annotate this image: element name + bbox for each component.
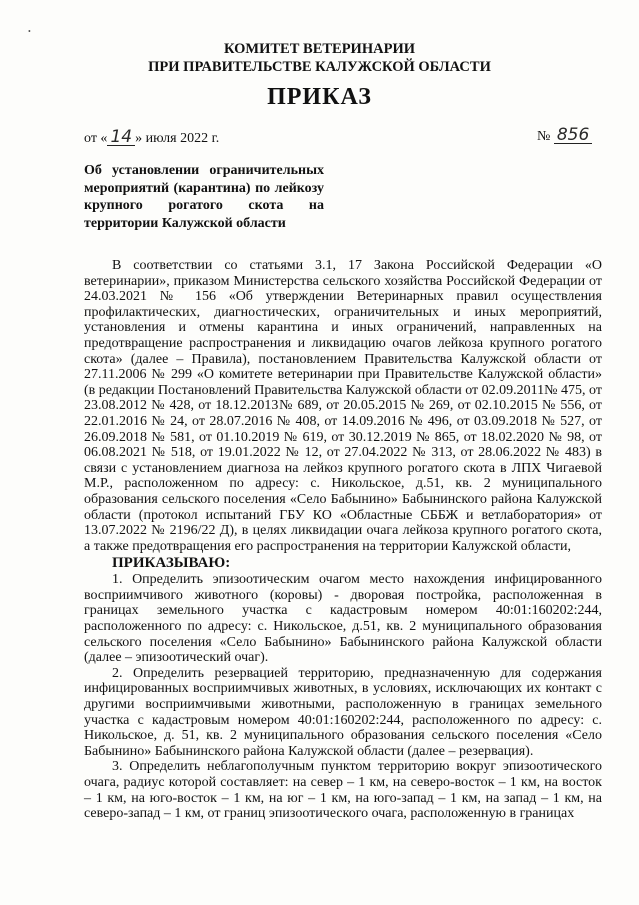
document-subject: Об установлении ограничительных мероприятий (карантина) по лейкозу крупного рогатого скота на территории Калужской области	[84, 163, 324, 231]
preamble-paragraph: В соответствии со статьями 3.1, 17 Закона Российской Федерации «О ветеринарии», приказом Министерства сельского хозяйства Российской Федерации от 24.03.2021 № 156 «Об утверждении Ветеринарных правил осуществления профилактических, диагностических, ограничительных и иных мероприятий, установления и отмены карантина и иных ограничений, направленных на предотвращение распространения и ликвидацию очагов лейкоза крупного рогатого скота» (далее – Правила), постановлением Правительства Калужской области от 27.11.2006 № 299 «О комитете ветеринарии при Правительстве Калужской области» (в редакции Постановлений Правительства Калужской области от 02.09.2011№ 475, от 23.08.2012 № 428, от 18.12.2013№ 689, от 20.05.2015 № 269, от 02.10.2015 № 556, от 22.01.2016 № 24, от 28.07.2016 № 408, от 14.09.2016 № 496, от 03.09.2018 № 527, от 26.09.2018 № 581, от 01.10.2019 № 619, от 30.12.2019 № 865, от 18.02.2020 № 98, от 06.08.2021 № 518, от 19.01.2022 № 12, от 27.04.2022 № 313, от 28.06.2022 № 483) в связи с установлением диагноза на лейкоз крупного рогатого скота в ЛПХ Чигаевой М.Р., расположенном по адресу: с. Никольское, д.51, кв. 2 муниципального образования сельского поселения «Село Бабынино» Бабынинского района Калужской области (протокол испытаний ГБУ КО «Областные СББЖ и ветлаборатория» от 13.07.2022 № 2196/22 Д), в целях ликвидации очага лейкоза крупного рогатого скота, а также предотвращения его распространения на территории Калужской области,	[84, 258, 602, 554]
date-suffix: » июля 2022 г.	[135, 131, 220, 146]
number-sign: №	[537, 129, 551, 144]
document-number	[537, 125, 592, 145]
number-handwritten: 856	[554, 128, 592, 144]
document-title: ПРИКАЗ	[267, 84, 372, 110]
order-item-3: 3. Определить неблагополучным пунктом территорию вокруг эпизоотического очага, радиус которой составляет: на север – 1 км, на северо-восток – 1 км, на восток – 1 км, на юго-восток – 1 км, на юг – 1 км, на юго-запад – 1 км, на запад – 1 км, на северо-запад – 1 км, от границ эпизоотического очага, расположенную в границах	[84, 759, 602, 822]
document-body	[84, 258, 602, 822]
header-line-2: ПРИ ПРАВИТЕЛЬСТВЕ КАЛУЖСКОЙ ОБЛАСТИ	[148, 59, 491, 75]
scan-speck: •	[28, 27, 31, 36]
order-word: ПРИКАЗЫВАЮ:	[112, 555, 231, 572]
order-item-2: 2. Определить резервацией территорию, предназначенную для содержания инфицированных восприимчивых животных, в условиях, исключающих их контакт с другими восприимчивыми животными, расположенную в границах земельного участка с кадастровым номером 40:01:160202:244, расположенного по адресу: с. Никольское, д. 51, кв. 2 муниципального образования сельского поселения «Село Бабынино» Бабынинского района Калужской области (далее – резервация).	[84, 665, 602, 759]
order-item-1: 1. Определить эпизоотическим очагом место нахождения инфицированного восприимчивого животного (коровы) - дворовая постройка, расположенная в границах земельного участка с кадастровым номером 40:01:160202:244, расположенного по адресу: с. Никольское, д.51, кв. 2 муниципального образования сельского поселения «Село Бабынино» Бабынинского района Калужской области (далее – эпизоотический очаг).	[84, 572, 602, 666]
header-line-1: КОМИТЕТ ВЕТЕРИНАРИИ	[223, 41, 416, 57]
date-day-handwritten: 14	[107, 130, 135, 146]
document-date	[84, 127, 220, 147]
date-prefix: от «	[84, 131, 108, 146]
